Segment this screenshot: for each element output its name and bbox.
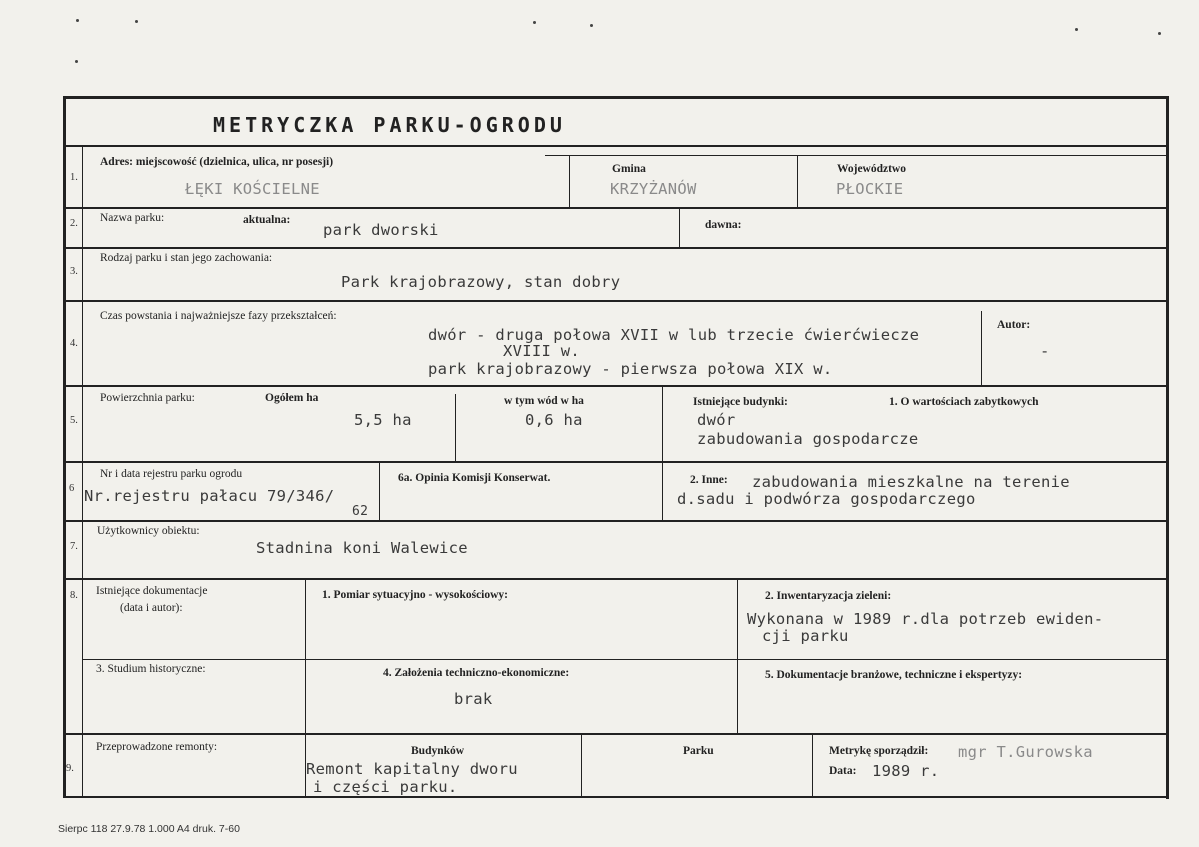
row-number: 2.	[70, 218, 78, 229]
greenery-inventory-value-2: cji parku	[762, 627, 849, 645]
survey-label: 1. Pomiar sytuacyjno - wysokościowy:	[322, 589, 509, 601]
existing-buildings-label: Istniejące budynki:	[693, 396, 788, 408]
total-area-label: Ogółem ha	[265, 392, 319, 404]
speck	[533, 21, 536, 24]
gmina-label: Gmina	[612, 163, 646, 175]
speck	[1075, 28, 1078, 31]
voivodeship-value: PŁOCKIE	[836, 180, 904, 198]
history-value-line2: XVIII w.	[503, 342, 581, 360]
prepared-by-value: mgr T.Gurowska	[958, 743, 1093, 761]
speck	[75, 60, 78, 63]
gmina-value: KRZYŻANÓW	[610, 180, 697, 198]
form-title: METRYCZKA PARKU-OGRODU	[213, 113, 566, 137]
water-area-label: w tym wód w ha	[504, 395, 584, 407]
current-name-value: park dworski	[323, 221, 439, 239]
author-label: Autor:	[997, 319, 1031, 331]
speck	[1158, 32, 1161, 35]
other-buildings-value-1: zabudowania mieszkalne na terenie	[752, 473, 1070, 491]
prepared-by-label: Metrykę sporządził:	[829, 745, 929, 757]
speck	[76, 19, 79, 22]
park-name-label: Nazwa parku:	[100, 212, 165, 224]
current-name-label: aktualna:	[243, 214, 291, 226]
row-number: 4.	[70, 338, 78, 349]
author-value: -	[1040, 342, 1050, 360]
row-number: 3.	[70, 266, 78, 277]
tech-economic-label: 4. Założenia techniczno-ekonomiczne:	[383, 667, 570, 679]
row-number: 6	[69, 483, 75, 494]
date-label: Data:	[829, 765, 857, 777]
speck	[135, 20, 138, 23]
branch-docs-label: 5. Dokumentacje branżowe, techniczne i ekspertyzy:	[765, 669, 1023, 681]
historical-study-label: 3. Studium historyczne:	[96, 663, 206, 675]
monument-buildings-label: 1. O wartościach zabytkowych	[889, 396, 1039, 408]
history-value-line1: dwór - druga połowa XVII w lub trzecie ćwierćwiecze	[428, 326, 920, 344]
greenery-inventory-label: 2. Inwentaryzacja zieleni:	[765, 590, 892, 602]
row-number: 1.	[70, 172, 78, 183]
total-area-value: 5,5 ha	[354, 411, 412, 429]
park-type-value: Park krajobrazowy, stan dobry	[341, 273, 621, 291]
water-area-value: 0,6 ha	[525, 411, 583, 429]
row-number: 5.	[70, 415, 78, 426]
date-value: 1989 r.	[872, 762, 940, 780]
other-buildings-label: 2. Inne:	[690, 474, 728, 486]
speck	[590, 24, 593, 27]
history-label: Czas powstania i najważniejsze fazy przekształceń:	[100, 310, 337, 322]
park-type-label: Rodzaj parku i stan jego zachowania:	[100, 252, 273, 264]
buildings-repairs-label: Budynków	[411, 745, 465, 757]
print-footer: Sierpc 118 27.9.78 1.000 A4 druk. 7-60	[58, 823, 240, 835]
conservation-opinion-label: 6a. Opinia Komisji Konserwat.	[398, 472, 551, 484]
existing-docs-label: Istniejące dokumentacje	[96, 585, 208, 597]
registry-value: Nr.rejestru pałacu 79/346/	[84, 487, 335, 505]
buildings-repairs-value-1: Remont kapitalny dworu	[306, 760, 518, 778]
users-value: Stadnina koni Walewice	[256, 539, 468, 557]
users-label: Użytkownicy obiektu:	[97, 525, 200, 537]
existing-docs-sublabel: (data i autor):	[120, 602, 183, 614]
greenery-inventory-value-1: Wykonana w 1989 r.dla potrzeb ewiden-	[747, 610, 1104, 628]
area-label: Powierzchnia parku:	[100, 392, 195, 404]
former-name-label: dawna:	[705, 219, 742, 231]
row-number: 7.	[70, 541, 78, 552]
registry-label: Nr i data rejestru parku ogrodu	[100, 468, 243, 480]
address-label: Adres: miejscowość (dzielnica, ulica, nr posesji)	[100, 156, 334, 168]
repairs-label: Przeprowadzone remonty:	[96, 741, 218, 753]
buildings-value-2: zabudowania gospodarcze	[697, 430, 919, 448]
park-repairs-label: Parku	[683, 745, 714, 757]
registry-value-2: 62	[352, 504, 369, 519]
buildings-value-1: dwór	[697, 411, 736, 429]
other-buildings-value-2: d.sadu i podwórza gospodarczego	[677, 490, 976, 508]
buildings-repairs-value-2: i części parku.	[313, 778, 458, 796]
address-value: ŁĘKI KOŚCIELNE	[185, 180, 320, 198]
row-number: 9.	[66, 763, 74, 774]
tech-economic-value: brak	[454, 690, 493, 708]
history-value-line3: park krajobrazowy - pierwsza połowa XIX w.	[428, 360, 833, 378]
voivodeship-label: Województwo	[837, 163, 906, 175]
row-number: 8.	[70, 590, 78, 601]
